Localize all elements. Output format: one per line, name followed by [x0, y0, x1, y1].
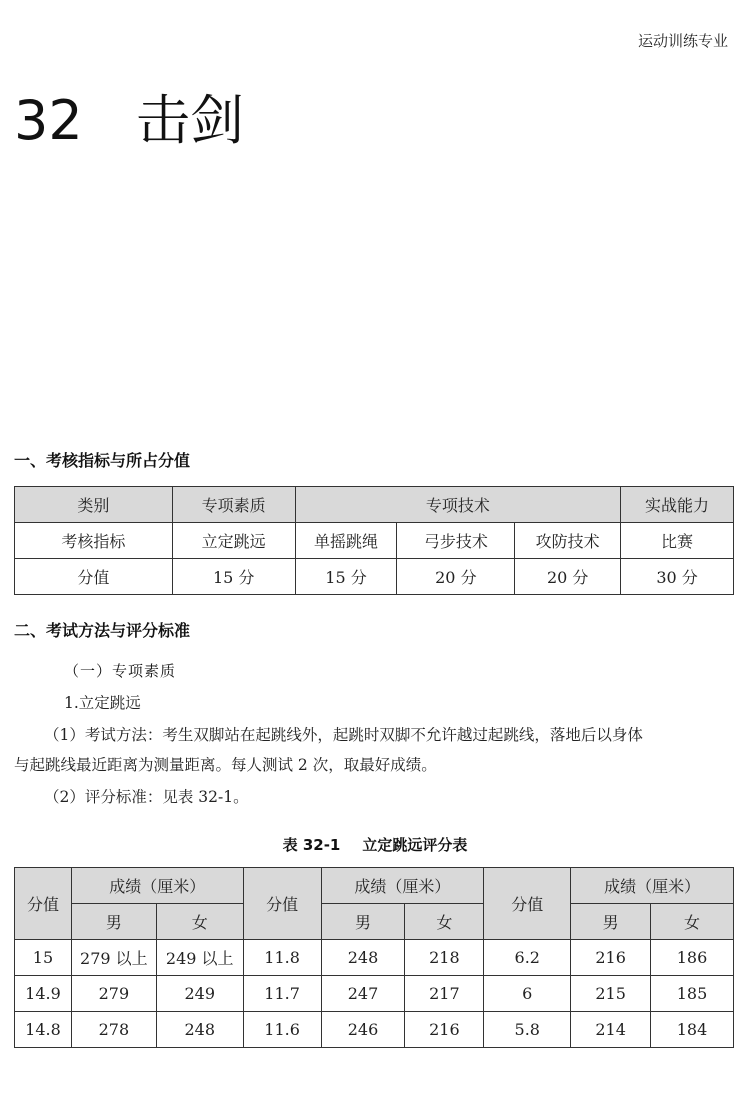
- table-cell: 20 分: [397, 559, 515, 595]
- table-cell: 30 分: [621, 559, 734, 595]
- header-cell: 成绩（厘米）: [571, 868, 734, 904]
- table-row: [15, 1012, 734, 1048]
- table-cell: 立定跳远: [172, 523, 295, 559]
- assessment-table: [14, 486, 734, 595]
- table-caption: [0, 834, 750, 855]
- table-caption-number: 表 32-1: [282, 836, 341, 854]
- header-cell: 男: [571, 904, 651, 940]
- table-cell: 20 分: [515, 559, 621, 595]
- section-title-assessment: 一、考核指标与所占分值: [14, 451, 191, 470]
- table-cell: 攻防技术: [515, 523, 621, 559]
- table-cell: 279 以上: [71, 940, 156, 976]
- table-cell: 279: [71, 976, 156, 1012]
- header-cell: 男: [321, 904, 405, 940]
- table-cell: 15 分: [295, 559, 397, 595]
- table-cell: 249 以上: [156, 940, 243, 976]
- table-cell: 15: [15, 940, 72, 976]
- table-cell: 215: [571, 976, 651, 1012]
- table-cell: 184: [651, 1012, 734, 1048]
- table-cell: 比赛: [621, 523, 734, 559]
- table-cell: 14.9: [15, 976, 72, 1012]
- table-cell: 247: [321, 976, 405, 1012]
- table-cell: 类别: [15, 487, 173, 523]
- table-cell: 218: [405, 940, 484, 976]
- chapter-heading: [14, 86, 244, 156]
- table-cell: 214: [571, 1012, 651, 1048]
- table-cell: 5.8: [484, 1012, 571, 1048]
- section-title-methods: 二、考试方法与评分标准: [14, 621, 191, 640]
- table-cell: 249: [156, 976, 243, 1012]
- header-cell: 分值: [484, 868, 571, 940]
- subsection-title: （一）专项素质: [64, 662, 177, 680]
- header-cell: 成绩（厘米）: [321, 868, 484, 904]
- header-cell: 男: [71, 904, 156, 940]
- table-caption-title: 立定跳远评分表: [362, 836, 468, 854]
- table-cell: 6: [484, 976, 571, 1012]
- table-header-row: [15, 868, 734, 904]
- table-cell: 考核指标: [15, 523, 173, 559]
- header-cell: 分值: [243, 868, 321, 940]
- table-row: [15, 940, 734, 976]
- paragraph-line: （2）评分标准：见表 32-1。: [44, 788, 249, 806]
- header-cell: 女: [651, 904, 734, 940]
- table-cell: 185: [651, 976, 734, 1012]
- table-cell: 6.2: [484, 940, 571, 976]
- table-header-row: [15, 904, 734, 940]
- table-cell: 分值: [15, 559, 173, 595]
- table-cell: 11.6: [243, 1012, 321, 1048]
- table-cell: 15 分: [172, 559, 295, 595]
- table-cell: 246: [321, 1012, 405, 1048]
- paragraph-line: （1）考试方法：考生双脚站在起跳线外，起跳时双脚不允许越过起跳线，落地后以身体: [44, 726, 643, 744]
- chapter-number: 32: [14, 89, 83, 152]
- table-cell: 14.8: [15, 1012, 72, 1048]
- table-row: [15, 487, 734, 523]
- table-cell: 专项技术: [295, 487, 621, 523]
- table-cell: 实战能力: [621, 487, 734, 523]
- table-cell: 216: [405, 1012, 484, 1048]
- chapter-title: 击剑: [136, 89, 244, 152]
- item-title: 1.立定跳远: [64, 694, 141, 712]
- header-cell: 女: [156, 904, 243, 940]
- table-cell: 186: [651, 940, 734, 976]
- table-row: [15, 559, 734, 595]
- table-cell: 278: [71, 1012, 156, 1048]
- long-jump-score-table: [14, 867, 734, 1048]
- table-cell: 专项素质: [172, 487, 295, 523]
- table-cell: 248: [156, 1012, 243, 1048]
- table-cell: 弓步技术: [397, 523, 515, 559]
- table-row: [15, 523, 734, 559]
- table-cell: 11.8: [243, 940, 321, 976]
- table-cell: 216: [571, 940, 651, 976]
- header-category: 运动训练专业: [637, 32, 728, 50]
- table-cell: 单摇跳绳: [295, 523, 397, 559]
- header-cell: 分值: [15, 868, 72, 940]
- header-cell: 成绩（厘米）: [71, 868, 243, 904]
- table-cell: 11.7: [243, 976, 321, 1012]
- header-cell: 女: [405, 904, 484, 940]
- table-cell: 248: [321, 940, 405, 976]
- table-cell: 217: [405, 976, 484, 1012]
- table-row: [15, 976, 734, 1012]
- paragraph-line: 与起跳线最近距离为测量距离。每人测试 2 次，取最好成绩。: [14, 756, 437, 774]
